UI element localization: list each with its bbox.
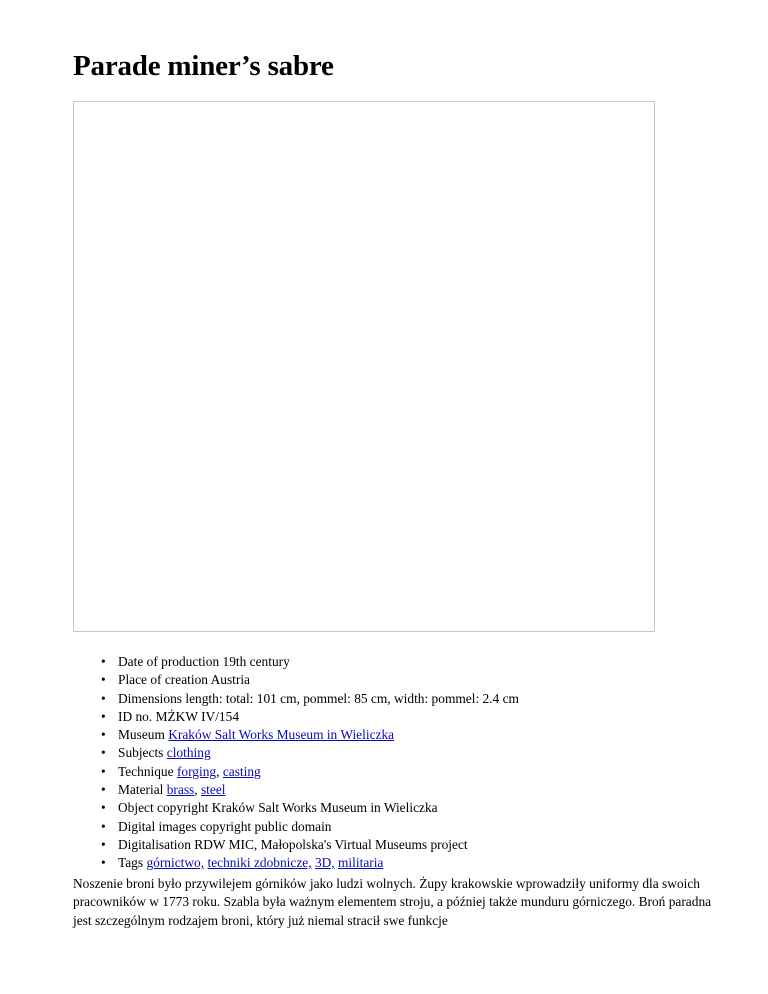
meta-label: Subjects xyxy=(118,745,164,761)
museum-link[interactable]: Kraków Salt Works Museum in Wieliczka xyxy=(168,727,395,743)
meta-label: Tags xyxy=(118,855,144,871)
material-link-brass[interactable]: brass xyxy=(166,782,195,798)
meta-item-object-copyright xyxy=(118,799,758,817)
meta-item-digitalisation xyxy=(118,836,758,854)
tag-link-3d[interactable]: 3D, xyxy=(314,855,335,871)
meta-value: 19th century xyxy=(222,654,290,669)
technique-link-casting[interactable]: casting xyxy=(222,763,261,779)
meta-label: Material xyxy=(118,782,164,798)
object-image-viewer[interactable] xyxy=(73,101,655,632)
meta-label: Digital images copyright xyxy=(118,818,252,834)
object-metadata-list xyxy=(73,653,758,873)
meta-value: Kraków Salt Works Museum in Wieliczka xyxy=(211,800,438,816)
meta-label: ID no. xyxy=(118,708,153,724)
meta-item-technique: • Technique forging, casting xyxy=(118,763,758,781)
subject-link-clothing[interactable]: clothing xyxy=(166,745,211,761)
meta-label: Date of production xyxy=(118,654,220,669)
meta-value: Austria xyxy=(210,672,250,688)
object-description: Noszenie broni było przywilejem górników jako ludzi wolnych. Żupy krakowskie wprowadziły uniformy dla swoich pracowników w 1773 roku. Szabla była ważnym elementem stroju, a później także munduru górniczego. Broń paradna jest szczególnym rodzajem broni, który już niemal stracił swe funkcje xyxy=(73,876,712,928)
tag-link-militaria[interactable]: militaria xyxy=(338,855,384,871)
meta-label: Place of creation xyxy=(118,672,208,688)
meta-label: Museum xyxy=(118,727,165,743)
meta-label: Dimensions xyxy=(118,690,182,706)
meta-item-id xyxy=(118,708,758,726)
tag-link-gornictwo[interactable]: górnictwo, xyxy=(146,855,205,871)
meta-label: Digitalisation xyxy=(118,836,191,852)
material-link-steel[interactable]: steel xyxy=(200,782,226,798)
technique-link-forging[interactable]: forging xyxy=(176,763,217,779)
meta-item-museum xyxy=(118,726,758,744)
meta-value: public domain xyxy=(254,818,332,834)
meta-item-images-copyright xyxy=(118,818,758,836)
meta-item-material: • Material brass, steel xyxy=(118,781,758,799)
meta-label: Object copyright xyxy=(118,800,209,816)
meta-item-place xyxy=(118,671,758,689)
meta-item-dimensions xyxy=(118,690,758,708)
tag-link-techniki-zdobnicze[interactable]: techniki zdobnicze, xyxy=(207,855,312,871)
meta-item-date xyxy=(118,653,758,671)
meta-item-subjects xyxy=(118,744,758,762)
page-title: Parade miner’s sabre xyxy=(73,50,334,82)
meta-value: RDW MIC, Małopolska's Virtual Museums project xyxy=(194,836,468,852)
meta-value: MŻKW IV/154 xyxy=(155,708,240,724)
meta-value: length: total: 101 cm, pommel: 85 cm, width: pommel: 2.4 cm xyxy=(185,690,519,706)
meta-item-tags xyxy=(118,854,758,872)
meta-label: Technique xyxy=(118,763,174,779)
